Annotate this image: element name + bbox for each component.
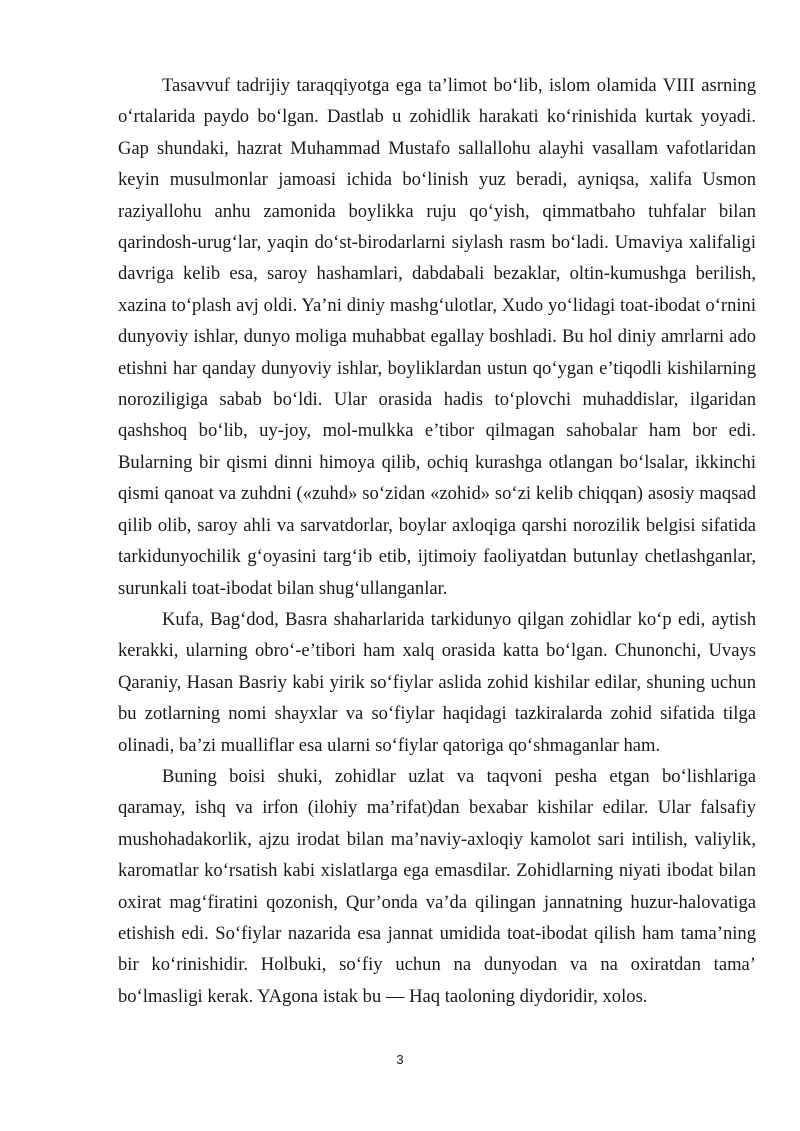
paragraph-3: Buning boisi shuki, zohidlar uzlat va taqvoni pesha etgan bo‘lishlariga qaramay, ishq va irfon (ilohiy ma’rifat)dan bexabar kishilar edilar. Ular falsafiy mushohadakorlik, ajzu irodat bilan ma’naviy-axloqiy kamolot sari intilish, valiylik, karomatlar ko‘rsatish kabi xislatlarga ega emasdilar. Zohidlarning niyati ibodat bilan oxirat mag‘firatini qozonish, Qur’onda va’da qilingan jannatning huzur-halovatiga etishish edi. So‘fiylar nazarida esa jannat umidida toat-ibodat qilish ham tama’ning bir ko‘rinishidir. Holbuki, so‘fiy uchun na dunyodan va na oxiratdan tama’ bo‘lmasligi kerak. YAgona istak bu — Haq taoloning diydoridir, xolos. xyxy=(118,765,756,1007)
page-number: 3 xyxy=(396,1052,404,1067)
paragraph-2: Kufa, Bag‘dod, Basra shaharlarida tarkidunyo qilgan zohidlar ko‘p edi, aytish kerakki, ularning obro‘-e’tibori ham xalq orasida katta bo‘lgan. Chunonchi, Uvays Qaraniy, Hasan Basriy kabi yirik so‘fiylar aslida zohid kishilar edilar, shuning uchun bu zotlarning nomi shayxlar va so‘fiylar haqidagi tazkiralarda zohid sifatida tilga olinadi, ba’zi mualliflar esa ularni so‘fiylar qatoriga qo‘shmaganlar ham. xyxy=(118,608,756,756)
document-body xyxy=(118,70,756,1012)
paragraph-1: Tasavvuf tadrijiy taraqqiyotga ega ta’limot bo‘lib, islom olamida VIII asrning o‘rtalarida paydo bo‘lgan. Dastlab u zohidlik harakati ko‘rinishida kurtak yoyadi. Gap shundaki, hazrat Muhammad Mustafo sallallohu alayhi vasallam vafotlaridan keyin musulmonlar jamoasi ichida bo‘linish yuz beradi, ayniqsa, xalifa Usmon raziyallohu anhu zamonida boylikka ruju qo‘yish, qimmatbaho tuhfalar bilan qarindosh-urug‘lar, yaqin do‘st-birodarlarni siylash rasm bo‘ladi. Umaviya xalifaligi davriga kelib esa, saroy hashamlari, dabdabali bezaklar, oltin-kumushga berilish, xazina to‘plash avj oldi. Ya’ni diniy mashg‘ulotlar, Xudo yo‘lidagi toat-ibodat o‘rnini dunyoviy ishlar, dunyo moliga muhabbat egallay boshladi. Bu hol diniy amrlarni ado etishni har qanday dunyoviy ishlar, boyliklardan ustun qo‘ygan e’tiqodli kishilarning noroziligiga sabab bo‘ldi. Ular orasida hadis to‘plovchi muhaddislar, ilgaridan qashshoq bo‘lib, uy-joy, mol-mulkka e’tibor qilmagan sahobalar ham bor edi. Bularning bir qismi dinni himoya qilib, ochiq kurashga otlangan bo‘lsalar, ikkinchi qismi qanoat va zuhdni («zuhd» so‘zidan «zohid» so‘zi kelib chiqqan) asosiy maqsad qilib olib, saroy ahli va sarvatdorlar, boylar axloqiga qarshi norozilik belgisi sifatida tarkidunyochilik g‘oyasini targ‘ib etib, ijtimoiy faoliyatdan butunlay chetlashganlar, surunkali toat-ibodat bilan shug‘ullanganlar. xyxy=(118,75,756,599)
